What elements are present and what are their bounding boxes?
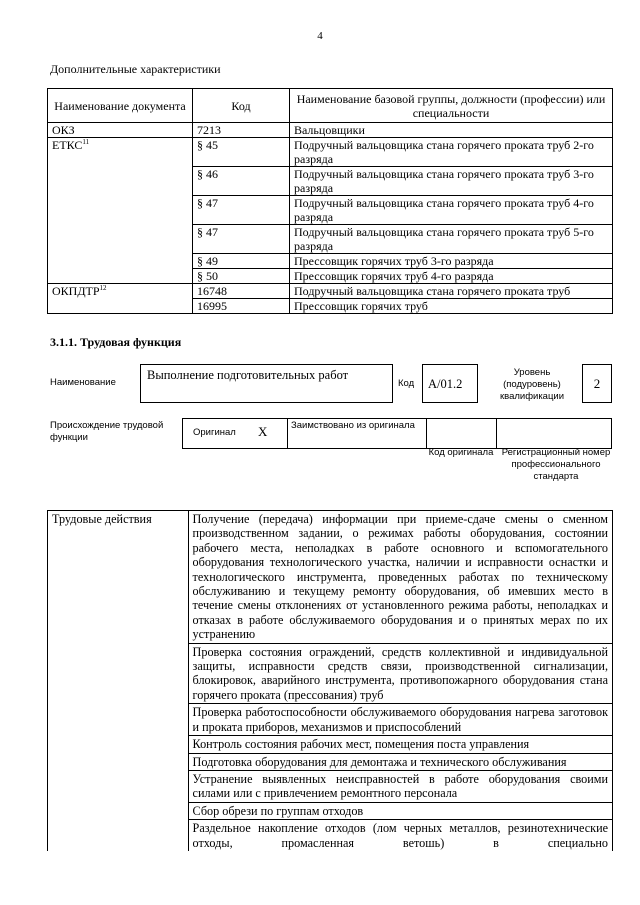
code-cell: 16748	[193, 284, 290, 299]
page-number: 4	[317, 30, 323, 42]
name-cell: Прессовщик горячих труб 3-го разряда	[290, 254, 613, 269]
function-name-field: Выполнение подготовительных работ	[140, 364, 393, 403]
qualification-level-field: 2	[582, 364, 612, 403]
name-cell: Подручный вальцовщика стана горячего проката труб	[290, 284, 613, 299]
registration-number-caption: Регистрационный номер профессионального стандарта	[501, 447, 611, 482]
actions-label: Трудовые действия	[48, 511, 189, 851]
divider	[426, 418, 427, 449]
action-item: Подготовка оборудования для демонтажа и технического обслуживания	[188, 753, 612, 770]
characteristics-table	[47, 88, 613, 314]
action-item: Проверка состояния ограждений, средств коллективной и индивидуальной защиты, исправности средств связи, производственной сигнализации, блокировок, аварийного инструмента, противопожарного оборудования стана горячего проката (прессования) труб	[188, 643, 612, 704]
doc-cell: ОКЗ	[48, 123, 193, 138]
header-doc: Наименование документа	[48, 89, 193, 123]
name-cell: Прессовщик горячих труб 4-го разряда	[290, 269, 613, 284]
divider	[287, 418, 288, 449]
action-row	[48, 511, 613, 644]
code-cell: 7213	[193, 123, 290, 138]
doc-cell: ЕТКС$^{11}$	[48, 138, 193, 284]
name-cell: Подручный вальцовщика стана горячего проката труб 4-го разряда	[290, 196, 613, 225]
code-cell: § 50	[193, 269, 290, 284]
labor-actions-table	[47, 510, 613, 851]
original-mark: X	[258, 424, 268, 439]
header-code: Код	[193, 89, 290, 123]
name-label: Наименование	[50, 377, 116, 388]
code-cell: § 46	[193, 167, 290, 196]
origin-label: Происхождение трудовой функции	[50, 420, 164, 443]
name-cell: Подручный вальцовщика стана горячего проката труб 2-го разряда	[290, 138, 613, 167]
action-item: Проверка работоспособности обслуживаемого оборудования нагрева заготовок и проката приборов, механизмов и приспособлений	[188, 704, 612, 736]
original-code-caption: Код оригинала	[428, 447, 494, 458]
action-item: Контроль состояния рабочих мест, помещения поста управления	[188, 736, 612, 753]
header-name: Наименование базовой группы, должности (профессии) или специальности	[290, 89, 613, 123]
origin-box	[182, 418, 612, 449]
action-item: Раздельное накопление отходов (лом черных металлов, резинотехнические отходы, промасленная ветошь) в специально	[188, 820, 612, 851]
code-cell: § 47	[193, 196, 290, 225]
code-cell: § 49	[193, 254, 290, 269]
borrowed-label: Заимствовано из оригинала	[291, 420, 415, 431]
additional-characteristics-heading: Дополнительные характеристики	[50, 62, 221, 76]
name-cell: Подручный вальцовщика стана горячего проката труб 5-го разряда	[290, 225, 613, 254]
name-cell: Вальцовщики	[290, 123, 613, 138]
original-label: Оригинал	[193, 427, 236, 438]
code-cell: § 47	[193, 225, 290, 254]
name-cell: Подручный вальцовщика стана горячего проката труб 3-го разряда	[290, 167, 613, 196]
action-item: Сбор обрези по группам отходов	[188, 802, 612, 819]
section-title: 3.1.1. Трудовая функция	[50, 335, 182, 349]
doc-cell: ОКПДТР$^{12}$	[48, 284, 193, 314]
action-item: Получение (передача) информации при приеме-сдаче смены о сменном производственном задании, о режимах работы оборудования, состоянии рабочего места, неполадках в работе основного и вспомогательного оборудования технологического участка, наличии и исправности оснастки и технологического инструмента, проведенных работах по техническому обслуживанию и текущему ремонту оборудования, об имевших место в течение смены отклонениях от установленного режима работы, неполадках и отказах в работе обслуживаемого оборудования и о принятых мерах по их устранению	[188, 511, 612, 644]
qualification-level-label: Уровень (подуровень) квалификации	[499, 367, 565, 402]
table-row	[48, 284, 613, 299]
divider	[496, 418, 497, 449]
function-code-field: A/01.2	[422, 364, 478, 403]
action-item: Устранение выявленных неисправностей в работе оборудования своими силами или с привлечением ремонтного персонала	[188, 770, 612, 802]
name-cell: Прессовщик горячих труб	[290, 299, 613, 314]
code-label: Код	[398, 378, 415, 389]
table-row	[48, 123, 613, 138]
code-cell: § 45	[193, 138, 290, 167]
code-cell: 16995	[193, 299, 290, 314]
table-row	[48, 138, 613, 167]
